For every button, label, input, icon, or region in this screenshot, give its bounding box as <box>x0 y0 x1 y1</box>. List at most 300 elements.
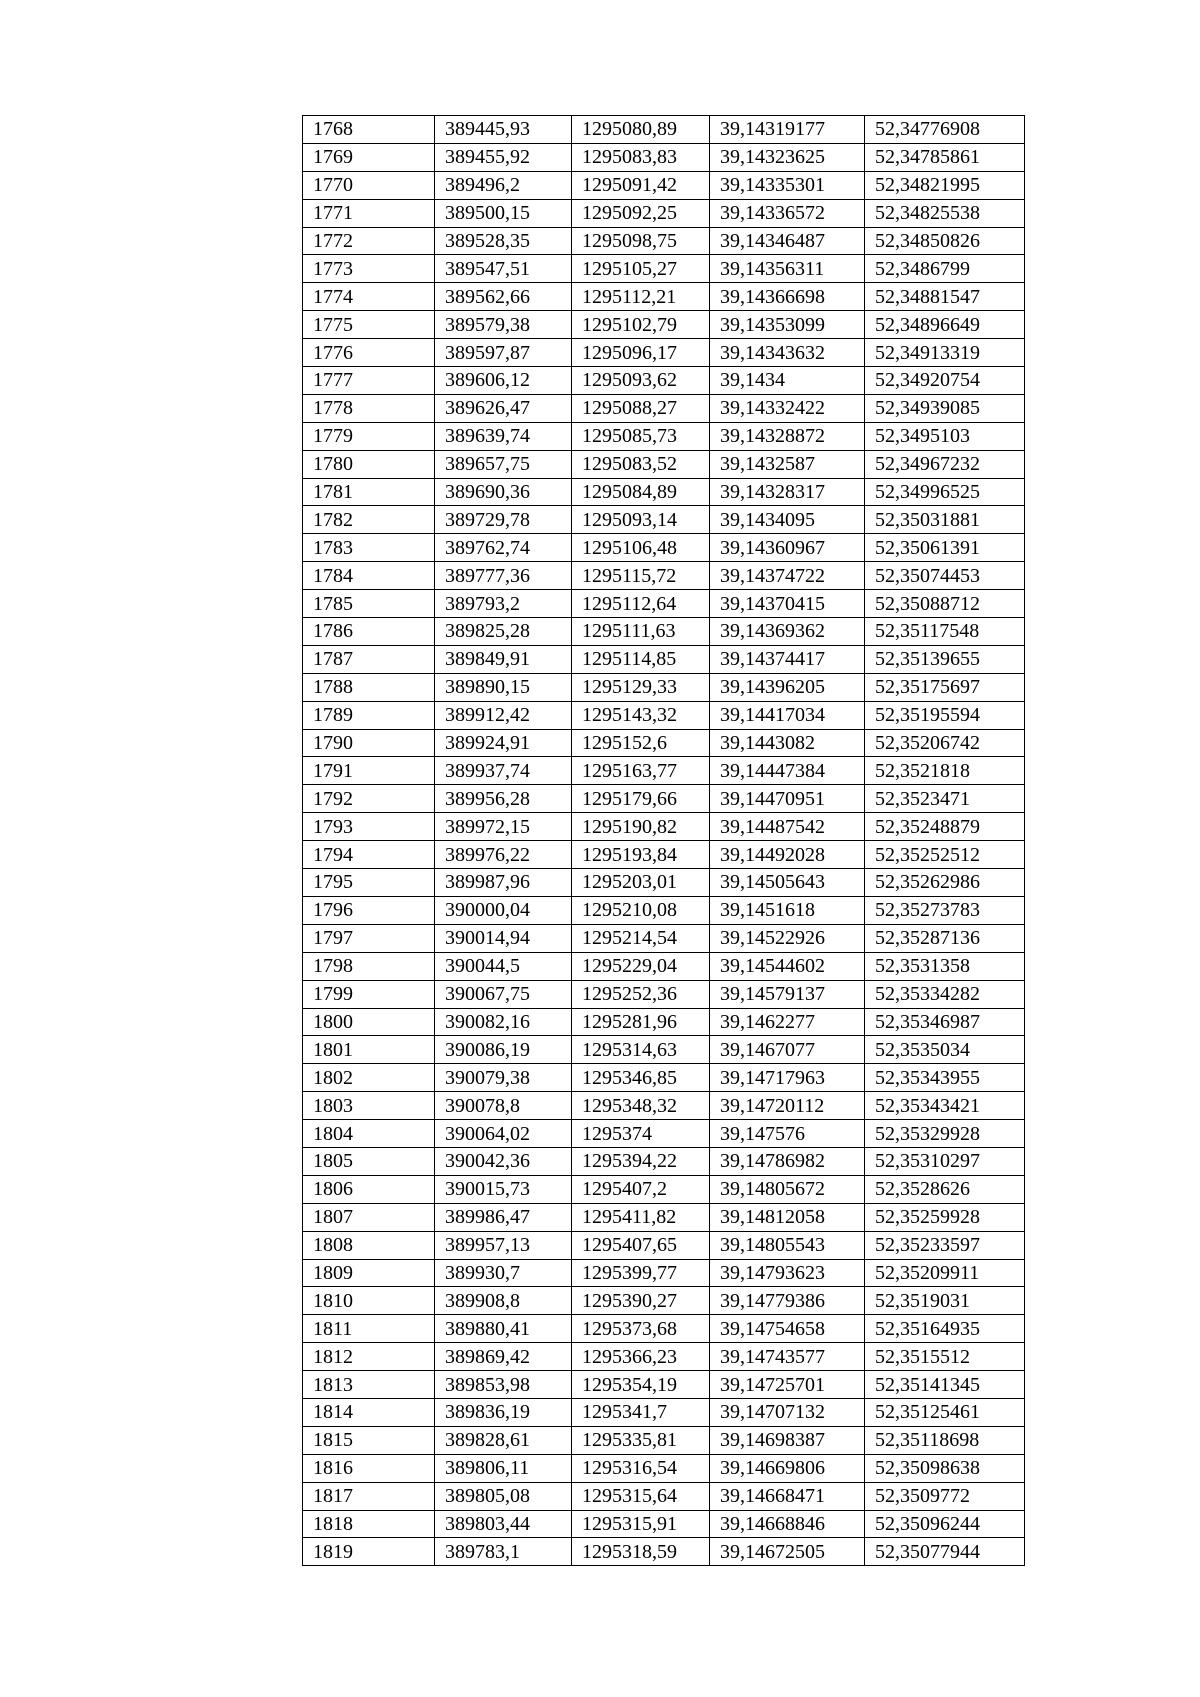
longitude-cell: 52,3535034 <box>865 1036 1025 1064</box>
y-coordinate-cell: 1295088,27 <box>572 394 710 422</box>
point-number-cell: 1801 <box>303 1036 435 1064</box>
point-number-cell: 1795 <box>303 869 435 897</box>
latitude-cell: 39,1434 <box>710 367 865 395</box>
latitude-cell: 39,1443082 <box>710 729 865 757</box>
y-coordinate-cell: 1295316,54 <box>572 1454 710 1482</box>
y-coordinate-cell: 1295083,52 <box>572 450 710 478</box>
x-coordinate-cell: 389805,08 <box>435 1482 572 1510</box>
point-number-cell: 1772 <box>303 227 435 255</box>
longitude-cell: 52,34967232 <box>865 450 1025 478</box>
x-coordinate-cell: 389957,13 <box>435 1231 572 1259</box>
latitude-cell: 39,1434095 <box>710 506 865 534</box>
table-row <box>303 199 1025 227</box>
point-number-cell: 1808 <box>303 1231 435 1259</box>
table-row <box>303 1008 1025 1036</box>
point-number-cell: 1786 <box>303 618 435 646</box>
latitude-cell: 39,14754658 <box>710 1315 865 1343</box>
latitude-cell: 39,14805672 <box>710 1175 865 1203</box>
x-coordinate-cell: 390000,04 <box>435 896 572 924</box>
point-number-cell: 1809 <box>303 1259 435 1287</box>
longitude-cell: 52,35343955 <box>865 1064 1025 1092</box>
latitude-cell: 39,14668846 <box>710 1510 865 1538</box>
point-number-cell: 1792 <box>303 785 435 813</box>
table-row <box>303 590 1025 618</box>
longitude-cell: 52,3531358 <box>865 952 1025 980</box>
latitude-cell: 39,14672505 <box>710 1538 865 1566</box>
point-number-cell: 1804 <box>303 1120 435 1148</box>
table-row <box>303 673 1025 701</box>
table-row <box>303 506 1025 534</box>
x-coordinate-cell: 389626,47 <box>435 394 572 422</box>
table-row <box>303 924 1025 952</box>
y-coordinate-cell: 1295084,89 <box>572 478 710 506</box>
table-row <box>303 869 1025 897</box>
x-coordinate-cell: 389828,61 <box>435 1426 572 1454</box>
x-coordinate-cell: 389639,74 <box>435 422 572 450</box>
table-row <box>303 813 1025 841</box>
point-number-cell: 1770 <box>303 171 435 199</box>
y-coordinate-cell: 1295111,63 <box>572 618 710 646</box>
table-row <box>303 1231 1025 1259</box>
x-coordinate-cell: 389597,87 <box>435 339 572 367</box>
latitude-cell: 39,14328317 <box>710 478 865 506</box>
point-number-cell: 1797 <box>303 924 435 952</box>
latitude-cell: 39,14374417 <box>710 645 865 673</box>
table-row <box>303 645 1025 673</box>
y-coordinate-cell: 1295129,33 <box>572 673 710 701</box>
latitude-cell: 39,14360967 <box>710 534 865 562</box>
latitude-cell: 39,14487542 <box>710 813 865 841</box>
y-coordinate-cell: 1295098,75 <box>572 227 710 255</box>
longitude-cell: 52,35206742 <box>865 729 1025 757</box>
x-coordinate-cell: 389869,42 <box>435 1343 572 1371</box>
y-coordinate-cell: 1295092,25 <box>572 199 710 227</box>
point-number-cell: 1775 <box>303 311 435 339</box>
table-row <box>303 1398 1025 1426</box>
y-coordinate-cell: 1295373,68 <box>572 1315 710 1343</box>
point-number-cell: 1796 <box>303 896 435 924</box>
table-row <box>303 562 1025 590</box>
x-coordinate-cell: 389606,12 <box>435 367 572 395</box>
table-row <box>303 1454 1025 1482</box>
y-coordinate-cell: 1295112,64 <box>572 590 710 618</box>
y-coordinate-cell: 1295114,85 <box>572 645 710 673</box>
latitude-cell: 39,14417034 <box>710 701 865 729</box>
y-coordinate-cell: 1295163,77 <box>572 757 710 785</box>
latitude-cell: 39,14328872 <box>710 422 865 450</box>
x-coordinate-cell: 389987,96 <box>435 869 572 897</box>
table-row <box>303 1538 1025 1566</box>
y-coordinate-cell: 1295314,63 <box>572 1036 710 1064</box>
table-row <box>303 785 1025 813</box>
y-coordinate-cell: 1295085,73 <box>572 422 710 450</box>
latitude-cell: 39,14725701 <box>710 1371 865 1399</box>
y-coordinate-cell: 1295394,22 <box>572 1147 710 1175</box>
x-coordinate-cell: 390042,36 <box>435 1147 572 1175</box>
table-row <box>303 116 1025 144</box>
latitude-cell: 39,14396205 <box>710 673 865 701</box>
table-row <box>303 980 1025 1008</box>
x-coordinate-cell: 389986,47 <box>435 1203 572 1231</box>
longitude-cell: 52,34776908 <box>865 116 1025 144</box>
x-coordinate-cell: 389547,51 <box>435 255 572 283</box>
longitude-cell: 52,35262986 <box>865 869 1025 897</box>
y-coordinate-cell: 1295106,48 <box>572 534 710 562</box>
x-coordinate-cell: 389528,35 <box>435 227 572 255</box>
x-coordinate-cell: 389937,74 <box>435 757 572 785</box>
table-row <box>303 1064 1025 1092</box>
x-coordinate-cell: 389445,93 <box>435 116 572 144</box>
latitude-cell: 39,14668471 <box>710 1482 865 1510</box>
x-coordinate-cell: 390078,8 <box>435 1092 572 1120</box>
longitude-cell: 52,35334282 <box>865 980 1025 1008</box>
y-coordinate-cell: 1295093,62 <box>572 367 710 395</box>
longitude-cell: 52,35343421 <box>865 1092 1025 1120</box>
point-number-cell: 1814 <box>303 1398 435 1426</box>
latitude-cell: 39,14669806 <box>710 1454 865 1482</box>
y-coordinate-cell: 1295112,21 <box>572 283 710 311</box>
table-row <box>303 478 1025 506</box>
point-number-cell: 1769 <box>303 143 435 171</box>
longitude-cell: 52,35088712 <box>865 590 1025 618</box>
x-coordinate-cell: 389762,74 <box>435 534 572 562</box>
point-number-cell: 1811 <box>303 1315 435 1343</box>
table-row <box>303 841 1025 869</box>
latitude-cell: 39,14335301 <box>710 171 865 199</box>
y-coordinate-cell: 1295080,89 <box>572 116 710 144</box>
y-coordinate-cell: 1295229,04 <box>572 952 710 980</box>
longitude-cell: 52,34825538 <box>865 199 1025 227</box>
point-number-cell: 1817 <box>303 1482 435 1510</box>
longitude-cell: 52,35252512 <box>865 841 1025 869</box>
latitude-cell: 39,14343632 <box>710 339 865 367</box>
table-row <box>303 1482 1025 1510</box>
point-number-cell: 1782 <box>303 506 435 534</box>
x-coordinate-cell: 389853,98 <box>435 1371 572 1399</box>
table-row <box>303 952 1025 980</box>
longitude-cell: 52,34920754 <box>865 367 1025 395</box>
point-number-cell: 1806 <box>303 1175 435 1203</box>
longitude-cell: 52,35287136 <box>865 924 1025 952</box>
y-coordinate-cell: 1295354,19 <box>572 1371 710 1399</box>
y-coordinate-cell: 1295252,36 <box>572 980 710 1008</box>
table-row <box>303 255 1025 283</box>
longitude-cell: 52,3515512 <box>865 1343 1025 1371</box>
latitude-cell: 39,14374722 <box>710 562 865 590</box>
longitude-cell: 52,35096244 <box>865 1510 1025 1538</box>
x-coordinate-cell: 389793,2 <box>435 590 572 618</box>
latitude-cell: 39,14319177 <box>710 116 865 144</box>
y-coordinate-cell: 1295214,54 <box>572 924 710 952</box>
point-number-cell: 1798 <box>303 952 435 980</box>
point-number-cell: 1810 <box>303 1287 435 1315</box>
x-coordinate-cell: 389912,42 <box>435 701 572 729</box>
x-coordinate-cell: 390082,16 <box>435 1008 572 1036</box>
x-coordinate-cell: 389806,11 <box>435 1454 572 1482</box>
longitude-cell: 52,35077944 <box>865 1538 1025 1566</box>
longitude-cell: 52,34996525 <box>865 478 1025 506</box>
latitude-cell: 39,14492028 <box>710 841 865 869</box>
latitude-cell: 39,14707132 <box>710 1398 865 1426</box>
x-coordinate-cell: 389825,28 <box>435 618 572 646</box>
y-coordinate-cell: 1295083,83 <box>572 143 710 171</box>
x-coordinate-cell: 389880,41 <box>435 1315 572 1343</box>
longitude-cell: 52,3521818 <box>865 757 1025 785</box>
x-coordinate-cell: 389496,2 <box>435 171 572 199</box>
latitude-cell: 39,14447384 <box>710 757 865 785</box>
x-coordinate-cell: 389777,36 <box>435 562 572 590</box>
longitude-cell: 52,35346987 <box>865 1008 1025 1036</box>
y-coordinate-cell: 1295203,01 <box>572 869 710 897</box>
point-number-cell: 1780 <box>303 450 435 478</box>
longitude-cell: 52,35118698 <box>865 1426 1025 1454</box>
y-coordinate-cell: 1295096,17 <box>572 339 710 367</box>
x-coordinate-cell: 389930,7 <box>435 1259 572 1287</box>
point-number-cell: 1773 <box>303 255 435 283</box>
x-coordinate-cell: 389972,15 <box>435 813 572 841</box>
table-row <box>303 1036 1025 1064</box>
point-number-cell: 1788 <box>303 673 435 701</box>
x-coordinate-cell: 389455,92 <box>435 143 572 171</box>
y-coordinate-cell: 1295143,32 <box>572 701 710 729</box>
longitude-cell: 52,3528626 <box>865 1175 1025 1203</box>
x-coordinate-cell: 389562,66 <box>435 283 572 311</box>
longitude-cell: 52,35141345 <box>865 1371 1025 1399</box>
y-coordinate-cell: 1295093,14 <box>572 506 710 534</box>
x-coordinate-cell: 390014,94 <box>435 924 572 952</box>
table-row <box>303 1259 1025 1287</box>
latitude-cell: 39,147576 <box>710 1120 865 1148</box>
point-number-cell: 1784 <box>303 562 435 590</box>
longitude-cell: 52,34881547 <box>865 283 1025 311</box>
point-number-cell: 1794 <box>303 841 435 869</box>
point-number-cell: 1771 <box>303 199 435 227</box>
y-coordinate-cell: 1295091,42 <box>572 171 710 199</box>
y-coordinate-cell: 1295341,7 <box>572 1398 710 1426</box>
x-coordinate-cell: 389579,38 <box>435 311 572 339</box>
x-coordinate-cell: 389890,15 <box>435 673 572 701</box>
latitude-cell: 39,14505643 <box>710 869 865 897</box>
latitude-cell: 39,14544602 <box>710 952 865 980</box>
latitude-cell: 39,14812058 <box>710 1203 865 1231</box>
y-coordinate-cell: 1295411,82 <box>572 1203 710 1231</box>
point-number-cell: 1818 <box>303 1510 435 1538</box>
y-coordinate-cell: 1295335,81 <box>572 1426 710 1454</box>
latitude-cell: 39,14743577 <box>710 1343 865 1371</box>
latitude-cell: 39,14720112 <box>710 1092 865 1120</box>
longitude-cell: 52,35248879 <box>865 813 1025 841</box>
latitude-cell: 39,14370415 <box>710 590 865 618</box>
y-coordinate-cell: 1295315,64 <box>572 1482 710 1510</box>
latitude-cell: 39,14717963 <box>710 1064 865 1092</box>
coordinates-table <box>302 115 1025 1566</box>
latitude-cell: 39,14353099 <box>710 311 865 339</box>
x-coordinate-cell: 389908,8 <box>435 1287 572 1315</box>
latitude-cell: 39,14779386 <box>710 1287 865 1315</box>
x-coordinate-cell: 390067,75 <box>435 980 572 1008</box>
point-number-cell: 1799 <box>303 980 435 1008</box>
point-number-cell: 1790 <box>303 729 435 757</box>
latitude-cell: 39,14793623 <box>710 1259 865 1287</box>
table-row <box>303 729 1025 757</box>
longitude-cell: 52,35195594 <box>865 701 1025 729</box>
point-number-cell: 1785 <box>303 590 435 618</box>
table-row <box>303 1315 1025 1343</box>
latitude-cell: 39,14786982 <box>710 1147 865 1175</box>
x-coordinate-cell: 390044,5 <box>435 952 572 980</box>
point-number-cell: 1787 <box>303 645 435 673</box>
longitude-cell: 52,3486799 <box>865 255 1025 283</box>
point-number-cell: 1807 <box>303 1203 435 1231</box>
latitude-cell: 39,14579137 <box>710 980 865 1008</box>
y-coordinate-cell: 1295374 <box>572 1120 710 1148</box>
point-number-cell: 1805 <box>303 1147 435 1175</box>
point-number-cell: 1802 <box>303 1064 435 1092</box>
table-row <box>303 283 1025 311</box>
y-coordinate-cell: 1295105,27 <box>572 255 710 283</box>
latitude-cell: 39,14366698 <box>710 283 865 311</box>
x-coordinate-cell: 390079,38 <box>435 1064 572 1092</box>
latitude-cell: 39,14522926 <box>710 924 865 952</box>
longitude-cell: 52,35098638 <box>865 1454 1025 1482</box>
longitude-cell: 52,35329928 <box>865 1120 1025 1148</box>
y-coordinate-cell: 1295407,65 <box>572 1231 710 1259</box>
y-coordinate-cell: 1295102,79 <box>572 311 710 339</box>
table-row <box>303 311 1025 339</box>
point-number-cell: 1781 <box>303 478 435 506</box>
y-coordinate-cell: 1295210,08 <box>572 896 710 924</box>
latitude-cell: 39,14698387 <box>710 1426 865 1454</box>
longitude-cell: 52,35259928 <box>865 1203 1025 1231</box>
point-number-cell: 1779 <box>303 422 435 450</box>
latitude-cell: 39,1462277 <box>710 1008 865 1036</box>
longitude-cell: 52,35074453 <box>865 562 1025 590</box>
point-number-cell: 1812 <box>303 1343 435 1371</box>
longitude-cell: 52,35117548 <box>865 618 1025 646</box>
table-row <box>303 1120 1025 1148</box>
longitude-cell: 52,35209911 <box>865 1259 1025 1287</box>
point-number-cell: 1803 <box>303 1092 435 1120</box>
y-coordinate-cell: 1295318,59 <box>572 1538 710 1566</box>
latitude-cell: 39,1451618 <box>710 896 865 924</box>
x-coordinate-cell: 389783,1 <box>435 1538 572 1566</box>
x-coordinate-cell: 390064,02 <box>435 1120 572 1148</box>
latitude-cell: 39,14332422 <box>710 394 865 422</box>
point-number-cell: 1778 <box>303 394 435 422</box>
point-number-cell: 1813 <box>303 1371 435 1399</box>
y-coordinate-cell: 1295190,82 <box>572 813 710 841</box>
x-coordinate-cell: 389803,44 <box>435 1510 572 1538</box>
point-number-cell: 1789 <box>303 701 435 729</box>
longitude-cell: 52,35139655 <box>865 645 1025 673</box>
latitude-cell: 39,14805543 <box>710 1231 865 1259</box>
point-number-cell: 1791 <box>303 757 435 785</box>
table-row <box>303 1287 1025 1315</box>
longitude-cell: 52,3509772 <box>865 1482 1025 1510</box>
latitude-cell: 39,14356311 <box>710 255 865 283</box>
x-coordinate-cell: 390015,73 <box>435 1175 572 1203</box>
x-coordinate-cell: 390086,19 <box>435 1036 572 1064</box>
table-row <box>303 1203 1025 1231</box>
longitude-cell: 52,35164935 <box>865 1315 1025 1343</box>
x-coordinate-cell: 389500,15 <box>435 199 572 227</box>
table-row <box>303 171 1025 199</box>
longitude-cell: 52,34939085 <box>865 394 1025 422</box>
x-coordinate-cell: 389836,19 <box>435 1398 572 1426</box>
latitude-cell: 39,14470951 <box>710 785 865 813</box>
table-row <box>303 534 1025 562</box>
longitude-cell: 52,35233597 <box>865 1231 1025 1259</box>
point-number-cell: 1815 <box>303 1426 435 1454</box>
table-row <box>303 618 1025 646</box>
table-row <box>303 339 1025 367</box>
longitude-cell: 52,3495103 <box>865 422 1025 450</box>
table-row <box>303 1147 1025 1175</box>
longitude-cell: 52,34850826 <box>865 227 1025 255</box>
longitude-cell: 52,34913319 <box>865 339 1025 367</box>
longitude-cell: 52,35310297 <box>865 1147 1025 1175</box>
point-number-cell: 1783 <box>303 534 435 562</box>
longitude-cell: 52,35031881 <box>865 506 1025 534</box>
table-row <box>303 1510 1025 1538</box>
table-row <box>303 394 1025 422</box>
y-coordinate-cell: 1295152,6 <box>572 729 710 757</box>
x-coordinate-cell: 389849,91 <box>435 645 572 673</box>
longitude-cell: 52,35273783 <box>865 896 1025 924</box>
table-row <box>303 367 1025 395</box>
longitude-cell: 52,34896649 <box>865 311 1025 339</box>
y-coordinate-cell: 1295348,32 <box>572 1092 710 1120</box>
point-number-cell: 1768 <box>303 116 435 144</box>
coordinates-table-body <box>303 116 1025 1566</box>
y-coordinate-cell: 1295281,96 <box>572 1008 710 1036</box>
longitude-cell: 52,35061391 <box>865 534 1025 562</box>
y-coordinate-cell: 1295407,2 <box>572 1175 710 1203</box>
x-coordinate-cell: 389976,22 <box>435 841 572 869</box>
latitude-cell: 39,14336572 <box>710 199 865 227</box>
longitude-cell: 52,3519031 <box>865 1287 1025 1315</box>
table-row <box>303 227 1025 255</box>
point-number-cell: 1793 <box>303 813 435 841</box>
longitude-cell: 52,34821995 <box>865 171 1025 199</box>
y-coordinate-cell: 1295390,27 <box>572 1287 710 1315</box>
table-row <box>303 757 1025 785</box>
point-number-cell: 1816 <box>303 1454 435 1482</box>
table-row <box>303 1426 1025 1454</box>
point-number-cell: 1777 <box>303 367 435 395</box>
x-coordinate-cell: 389924,91 <box>435 729 572 757</box>
table-row <box>303 1371 1025 1399</box>
y-coordinate-cell: 1295115,72 <box>572 562 710 590</box>
point-number-cell: 1819 <box>303 1538 435 1566</box>
latitude-cell: 39,14346487 <box>710 227 865 255</box>
point-number-cell: 1800 <box>303 1008 435 1036</box>
latitude-cell: 39,1432587 <box>710 450 865 478</box>
table-row <box>303 1343 1025 1371</box>
x-coordinate-cell: 389657,75 <box>435 450 572 478</box>
x-coordinate-cell: 389956,28 <box>435 785 572 813</box>
latitude-cell: 39,1467077 <box>710 1036 865 1064</box>
longitude-cell: 52,34785861 <box>865 143 1025 171</box>
point-number-cell: 1774 <box>303 283 435 311</box>
table-row <box>303 450 1025 478</box>
point-number-cell: 1776 <box>303 339 435 367</box>
x-coordinate-cell: 389729,78 <box>435 506 572 534</box>
longitude-cell: 52,35125461 <box>865 1398 1025 1426</box>
latitude-cell: 39,14323625 <box>710 143 865 171</box>
y-coordinate-cell: 1295315,91 <box>572 1510 710 1538</box>
x-coordinate-cell: 389690,36 <box>435 478 572 506</box>
